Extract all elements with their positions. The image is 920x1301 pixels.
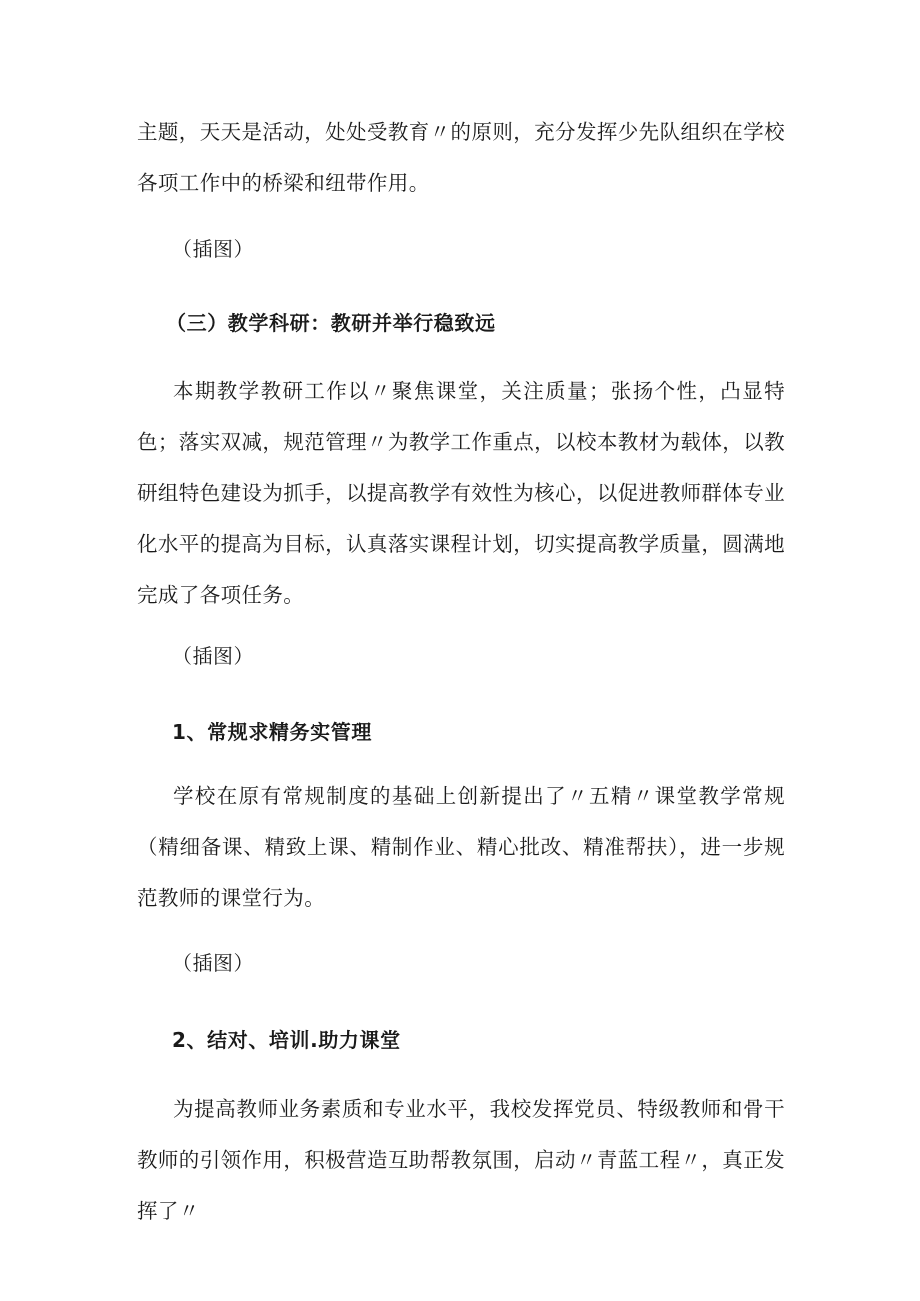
paragraph-youth-pioneers: 主题，天天是活动，处处受教育〃的原则，充分发挥少先队组织在学校各项工作中的桥梁和纽带作用。	[137, 120, 785, 195]
figure-placeholder: （插图）	[172, 951, 254, 975]
paragraph-pairing-training: 为提高教师业务素质和专业水平，我校发挥党员、特级教师和骨干教师的引领作用，积极营造互助帮教氛围，启动〃青蓝工程〃，真正发挥了〃	[137, 1097, 785, 1223]
figure-placeholder: （插图）	[172, 237, 254, 261]
subheading-pairing-training: 2、结对、培训.助力课堂	[172, 1028, 401, 1052]
figure-placeholder: （插图）	[172, 644, 254, 668]
section-heading-teaching-research: （三）教学科研：教研并举行稳致远	[166, 311, 496, 335]
subheading-routine-management: 1、常规求精务实管理	[172, 720, 372, 744]
paragraph-teaching-research: 本期教学教研工作以〃聚焦课堂，关注质量；张扬个性，凸显特色；落实双减，规范管理〃为教学工作重点，以校本教材为载体，以教研组特色建设为抓手，以提高教学有效性为核心，以促进教师群体专业化水平的提高为目标，认真落实课程计划，切实提高教学质量，圆满地完成了各项任务。	[137, 379, 785, 607]
paragraph-routine-management: 学校在原有常规制度的基础上创新提出了〃五精〃课堂教学常规（精细备课、精致上课、精制作业、精心批改、精准帮扶），进一步规范教师的课堂行为。	[137, 784, 785, 910]
